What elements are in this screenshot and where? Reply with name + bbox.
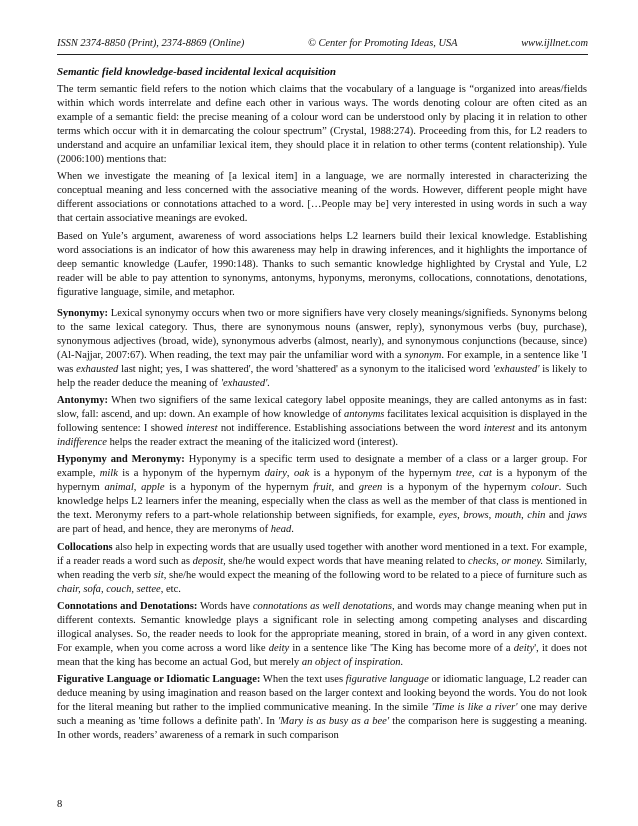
header-rule: [57, 54, 588, 55]
publisher-text: © Center for Promoting Ideas, USA: [308, 38, 458, 49]
antonymy-label: Antonymy:: [57, 395, 108, 407]
paragraph-collocations: Collocations also help in expecting words that are usually used together with another word mentioned in a text. For example, if a reader reads a word such as deposit, she/he would expect words that have meaning related to checks, or money. Similarly, when reading the verb sit, she/he would expect the meaning of the following word to be related to a piece of furniture such as chair, sofa, couch, settee, etc.: [57, 541, 587, 595]
paragraph-figurative: Figurative Language or Idiomatic Language: When the text uses figurative language or idiomatic language, L2 reader can deduce meaning by using imagination and reason based on the larger context and looking beyond the words. You do not look for the literal meaning but rather to the implied communicative meaning. In the simile 'Time is like a river' one may derive such a meaning as 'time follows a definite path'. In 'Mary is as busy as a bee' the comparison here is suggesting a meaning. In other words, readers’ awareness of a remark in such comparison: [57, 673, 588, 742]
paragraph-synonymy: Synonymy: Lexical synonymy occurs when two or more signifiers have very closely meanings/signifieds. Synonyms belong to the same lexical category. Thus, there are synonymous nouns (answer, reply), synonymous verbs (buy, purchase), synonymous adjectives (broad, wide), synonymous adverbs (almost, nearly), and synonymous conjunctions (because, since) (Al-Najjar, 2007:67). When reading, the text may pair the unfamiliar word with a synonym. For example, in a sentence like 'I was exhausted last night; yes, I was shattered', the word 'shattered' as a synonym to the italicised word 'exhausted' is likely to help the reader deduce the meaning of 'exhausted'.: [57, 307, 587, 389]
hyponymy-label: Hyponymy and Meronymy:: [57, 454, 185, 466]
page-number: 8: [57, 799, 63, 810]
collocations-label: Collocations: [57, 541, 113, 553]
paragraph-hyponymy: Hyponymy and Meronymy: Hyponymy is a specific term used to designate a member of a class or a larger group. For example, milk is a hyponym of the hypernym dairy, oak is a hyponym of the hypernym tree, cat is a hyponym of the hypernym animal, apple is a hyponym of the hypernym fruit, and green is a hyponym of the hypernym colour. Such knowledge helps L2 learners infer the meaning, especially when the class as well as the member of that class is mentioned in the text. Meronymy refers to a part-whole relationship between signifieds, for example, eyes, brows, mouth, chin and jaws are part of head, and hence, they are meronyms of head.: [57, 454, 588, 536]
section-title: Semantic field knowledge-based incidental lexical acquisition: [57, 66, 336, 78]
figurative-label: Figurative Language or Idiomatic Language:: [57, 673, 261, 685]
running-header: [57, 38, 588, 49]
paragraph-semantic-field: The term semantic field refers to the notion which claims that the vocabulary of a language is “organized into areas/fields within which words interrelate and define each other in various ways. The words denoting colour are often cited as an example of a semantic field: the precise meaning of a colour word can be understood only by placing it in relation to other terms which occur with it in demarcating the colour spectrum” (Crystal, 1988:274). Proceeding from this, for L2 readers to understand and acquire an unfamiliar lexical item, they should place it in relation to other terms (content relationship). Yule (2006:100) mentions that:: [57, 84, 587, 166]
paragraph-connotations: Connotations and Denotations: Words have connotations as well denotations, and words may change meaning when put in different contexts. Semantic knowledge plays a significant role in selecting among competing analyses and discarding illogical analyses. So, the reader needs to look for the appropriate meaning, stored in brain, of a word in any given context. For example, when you come across a word like deity in a sentence like 'The King has become more of a deity', it does not mean that the king has become an actual God, but merely an object of inspiration.: [57, 600, 588, 668]
connotations-label: Connotations and Denotations:: [57, 600, 198, 612]
issn-text: ISSN 2374-8850 (Print), 2374-8869 (Online): [57, 38, 245, 49]
paragraph-antonymy: Antonymy: When two signifiers of the same lexical category label opposite meanings, they are called antonyms as in fast: slow, fall: ascend, and up: down. An example of how knowledge of antonyms facilitates lexical acquisition is displayed in the following sentence: I showed interest not indifference. Establishing associations between the word interest and its antonym indifference helps the reader extract the meaning of the italicized word (interest).: [57, 395, 587, 449]
article-body: [57, 65, 587, 746]
website-text: www.ijllnet.com: [521, 38, 588, 49]
synonymy-label: Synonymy:: [57, 307, 108, 319]
paragraph-word-associations: Based on Yule’s argument, awareness of word associations helps L2 learners build their lexical knowledge. Establishing word associations is an indicator of how this awareness may help in drawing inferences, and it highlights the importance of deep semantic knowledge (Laufer, 1990:148). Thanks to such semantic knowledge highlighted by Crystal and Yule, L2 reader will be able to pay attention to synonyms, antonyms, hyponyms, meronyms, collocations, connotations, denotations, figurative language, simile, and metaphor.: [57, 230, 587, 298]
yule-quote: When we investigate the meaning of [a lexical item] in a language, we are normally interested in characterizing the conceptual meaning and less concerned with the associative meaning of the words. However, different people might have different associations or connotations attached to a word. […People may be] very interested in using words in such a way that certain associative meanings are evoked.: [57, 171, 587, 225]
